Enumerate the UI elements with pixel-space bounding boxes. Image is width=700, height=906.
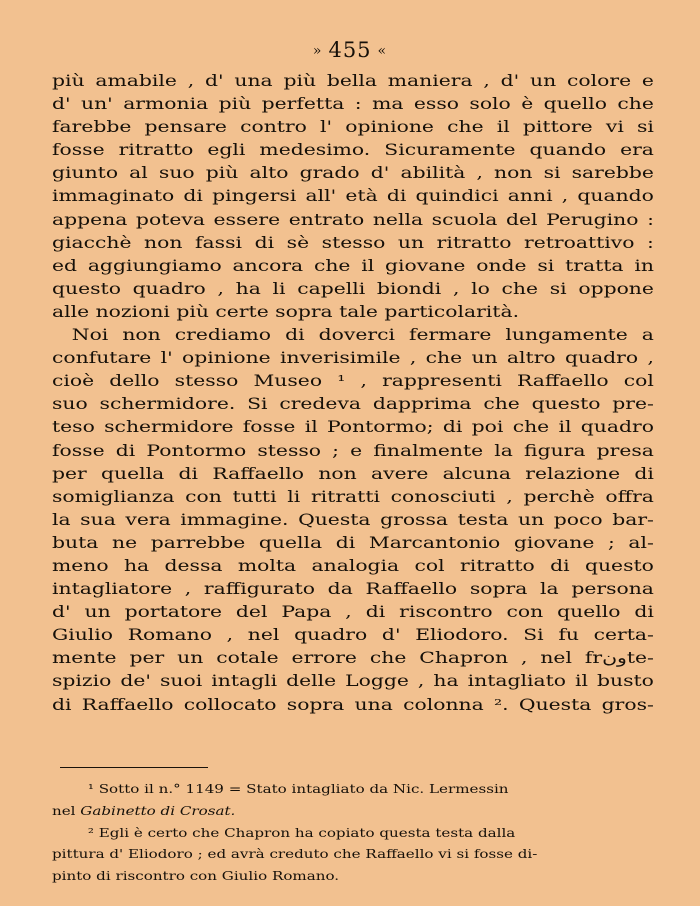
footnote-divider: [60, 767, 208, 768]
ornament-right-icon: «: [377, 43, 388, 59]
text-line: mente per un cotale errore che Chapron , nel frونte-: [52, 649, 654, 668]
text-line: per quella di Raffaello non avere alcuna relazione di: [52, 464, 654, 483]
text-line: di Raffaello collocato sopra una colonna ². Questa gros-: [52, 695, 654, 714]
text-line: questo quadro , ha li capelli biondi , lo che si oppone: [52, 279, 654, 298]
text-line: ed aggiungiamo ancora che il giovane onde si tratta in: [52, 256, 654, 275]
text-line: giacchè non fassi di sè stesso un ritratto retroattivo :: [52, 233, 654, 252]
text-line: confutare l' opinione inverisimile , che un altro quadro ,: [52, 349, 654, 368]
text-line-paragraph-start: Noi non crediamo di doverci fermare lungamente a: [71, 326, 654, 345]
text-line: teso schermidore fosse il Pontormo; di poi che il quadro: [52, 418, 654, 437]
text-line: d' un portatore del Papa , di riscontro con quello di: [52, 603, 654, 622]
footnote-1-title: Gabinetto di Crosat.: [80, 803, 236, 818]
text-line: farebbe pensare contro l' opinione che il pittore vi si: [52, 118, 654, 137]
text-line: d' un' armonia più perfetta : ma esso solo è quello che: [52, 95, 654, 114]
text-line: spizio de' suoi intagli delle Logge , ha intagliato il busto: [52, 672, 654, 691]
text-line: suo schermidore. Si credeva dapprima che questo pre-: [52, 395, 654, 414]
text-line: fosse ritratto egli medesimo. Sicuramente quando era: [52, 141, 654, 160]
text-line: Giulio Romano , nel quadro d' Eliodoro. Si fu certa-: [52, 626, 654, 645]
text-line: immaginato di pingersi all' età di quindici anni , quando: [52, 187, 654, 206]
text-line: la sua vera immagine. Questa grossa testa un poco bar-: [52, 510, 654, 529]
page-header: [0, 38, 700, 62]
footnote-2-line: ² Egli è certo che Chapron ha copiato questa testa dalla: [87, 825, 516, 840]
text-line: giunto al suo più alto grado d' abilità , non si sarebbe: [52, 164, 654, 183]
text-line: appena poteva essere entrato nella scuola del Perugino :: [52, 210, 654, 229]
page-number: 455: [328, 38, 372, 62]
footnote-2-line: pinto di riscontro con Giulio Romano.: [52, 869, 340, 884]
text-line: più amabile , d' una più bella maniera , d' un colore e: [52, 72, 654, 90]
text-line-paragraph-end: alle nozioni più certe sopra tale particolarità.: [52, 302, 520, 321]
footnote-1-line: [52, 801, 652, 823]
ornament-left-icon: »: [312, 43, 323, 59]
body-text: [52, 70, 654, 717]
text-line: somiglianza con tutti li ritratti conosciuti , perchè offra: [52, 487, 654, 506]
text-line: meno ha dessa molta analogia col ritratto di questo: [52, 556, 654, 575]
footnotes: [52, 779, 652, 888]
text-line: buta ne parrebbe quella di Marcantonio giovane ; al-: [52, 533, 654, 552]
footnote-2-line: pittura d' Eliodoro ; ed avrà creduto che Raffaello vi si fosse di-: [52, 847, 538, 862]
footnote-1-line: ¹ Sotto il n.° 1149 = Stato intagliato da Nic. Lermessin: [87, 782, 509, 796]
text-line: intagliatore , raffigurato da Raffaello sopra la persona: [52, 580, 654, 599]
text-line: fosse di Pontormo stesso ; e finalmente la figura presa: [52, 441, 654, 460]
text-line: cioè dello stesso Museo ¹ , rappresenti Raffaello col: [52, 372, 654, 391]
footnote-1-prefix: nel: [52, 803, 81, 818]
